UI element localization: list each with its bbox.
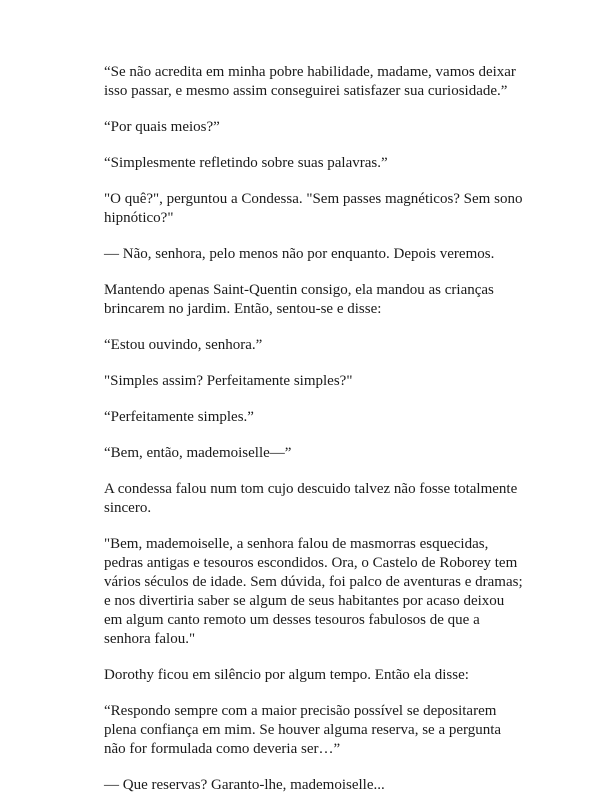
paragraph: — Que reservas? Garanto-lhe, mademoiselle...	[104, 777, 385, 793]
paragraph: “Bem, então, mademoiselle—”	[104, 445, 292, 461]
paragraph: “Respondo sempre com a maior precisão possível se depositarem plena confiança em mim. Se houver alguma reserva, se a pergunta não for formulada como deveria ser…”	[104, 703, 502, 757]
paragraph: "Simples assim? Perfeitamente simples?"	[104, 373, 353, 389]
paragraph: "Bem, mademoiselle, a senhora falou de masmorras esquecidas, pedras antigas e tesouros escondidos. Ora, o Castelo de Roborey tem vários séculos de idade. Sem dúvida, foi palco de aventuras e dramas; e nos divertiria saber se algum de seus habitantes por acaso deixou em algum canto remoto um desses tesouros fabulosos de que a senhora falou."	[104, 536, 523, 647]
body-text	[104, 63, 524, 812]
paragraph: Dorothy ficou em silêncio por algum tempo. Então ela disse:	[104, 667, 469, 683]
paragraph: “Estou ouvindo, senhora.”	[104, 337, 263, 353]
paragraph: “Se não acredita em minha pobre habilidade, madame, vamos deixar isso passar, e mesmo assim conseguirei satisfazer sua curiosidade.”	[104, 64, 516, 99]
paragraph: "O quê?", perguntou a Condessa. "Sem passes magnéticos? Sem sono hipnótico?"	[104, 191, 523, 226]
paragraph: A condessa falou num tom cujo descuido talvez não fosse totalmente sincero.	[104, 481, 518, 516]
paragraph: “Simplesmente refletindo sobre suas palavras.”	[104, 155, 388, 171]
paragraph: Mantendo apenas Saint-Quentin consigo, ela mandou as crianças brincarem no jardim. Então, sentou-se e disse:	[104, 282, 494, 317]
paragraph: “Por quais meios?”	[104, 119, 220, 135]
paragraph: — Não, senhora, pelo menos não por enquanto. Depois veremos.	[104, 246, 495, 262]
paragraph: “Perfeitamente simples.”	[104, 409, 254, 425]
